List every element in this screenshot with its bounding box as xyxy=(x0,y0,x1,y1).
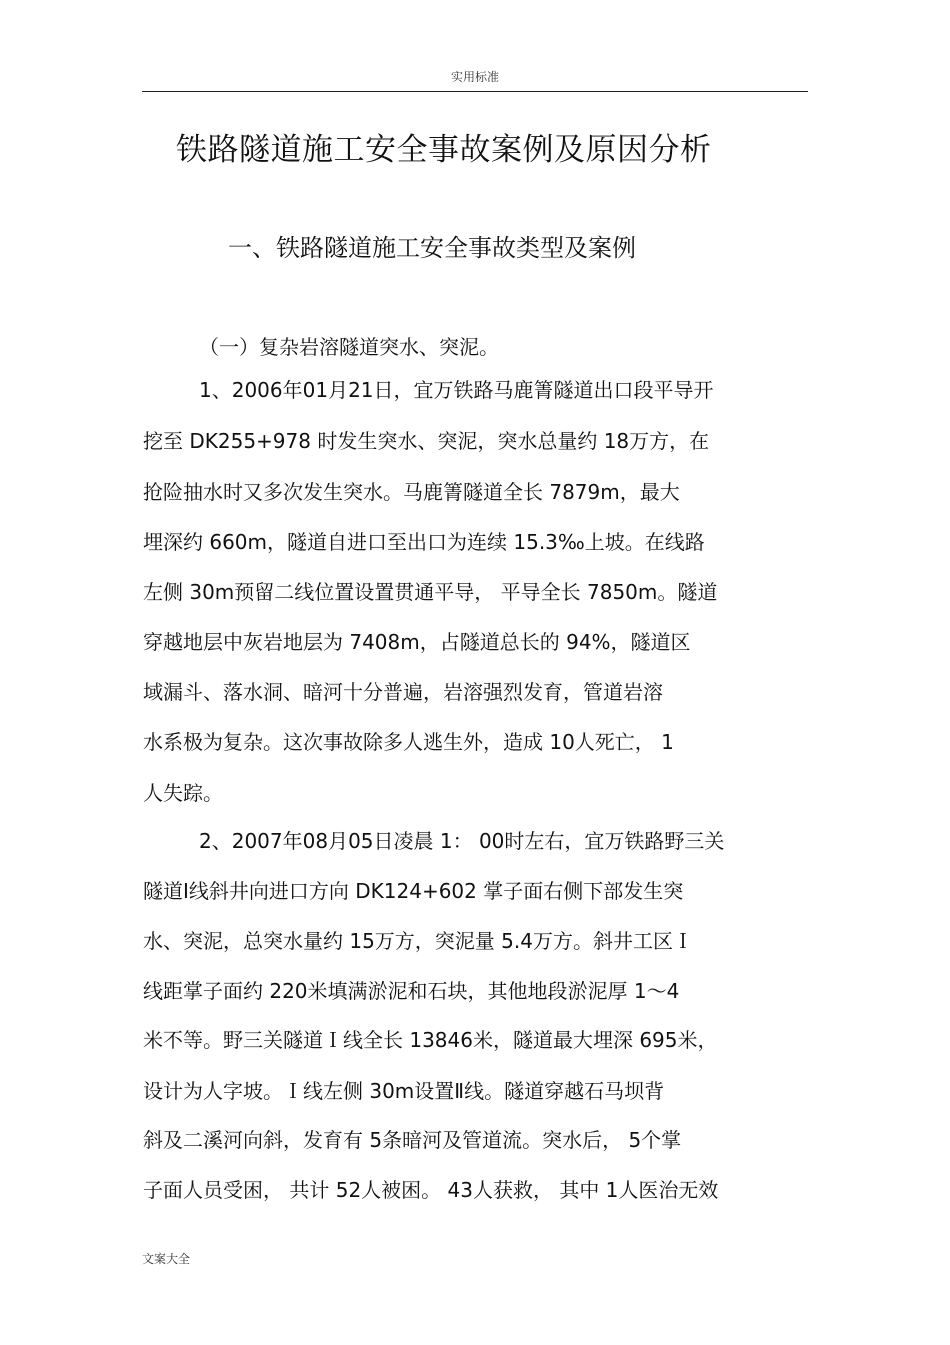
paragraph-line: 水系极为复杂。这次事故除多人逃生外，造成 10人死亡， 1 xyxy=(143,730,674,754)
paragraph-line: 设计为人字坡。Ｉ线左侧 30m设置Ⅱ线。隧道穿越石马坝背 xyxy=(143,1079,665,1103)
paragraph-line: 埋深约 660m，隧道自进口至出口为连续 15.3‰上坡。在线路 xyxy=(143,530,705,554)
paragraph-line: 线距掌子面约 220米填满淤泥和石块，其他地段淤泥厚 1～4 xyxy=(143,979,680,1003)
paragraph-line: 挖至 DK255+978 时发生突水、突泥，突水总量约 18万方，在 xyxy=(143,429,710,453)
header-divider xyxy=(142,91,808,92)
paragraph-line: 穿越地层中灰岩地层为 7408m，占隧道总长的 94%，隧道区 xyxy=(143,630,691,654)
paragraph-line: 抢险抽水时又多次发生突水。马鹿箐隧道全长 7879m，最大 xyxy=(143,480,680,504)
paragraph-line: 1、2006年01月21日，宜万铁路马鹿箐隧道出口段平导开 xyxy=(199,378,714,402)
paragraph-line: 域漏斗、落水洞、暗河十分普遍，岩溶强烈发育，管道岩溶 xyxy=(143,680,663,704)
paragraph-line: 人失踪。 xyxy=(143,781,223,805)
document-title: 铁路隧道施工安全事故案例及原因分析 xyxy=(176,132,712,168)
page-footer-label: 文案大全 xyxy=(142,1252,191,1266)
page-header-label: 实用标准 xyxy=(450,70,499,84)
paragraph-line: 斜及二溪河向斜，发育有 5条暗河及管道流。突水后， 5个掌 xyxy=(143,1128,682,1152)
section-heading: 一、铁路隧道施工安全事故类型及案例 xyxy=(228,234,636,262)
paragraph-line: 2、2007年08月05日凌晨 1： 00时左右，宜万铁路野三关 xyxy=(199,829,725,853)
paragraph-line: 隧道I线斜井向进口方向 DK124+602 掌子面右侧下部发生突 xyxy=(143,879,684,903)
paragraph-line: 左侧 30m预留二线位置设置贯通平导， 平导全长 7850m。隧道 xyxy=(143,580,718,604)
paragraph-line: 子面人员受困， 共计 52人被困。 43人获救， 其中 1人医治无效 xyxy=(143,1178,719,1202)
subsection-heading: （一）复杂岩溶隧道突水、突泥。 xyxy=(199,335,499,359)
paragraph-line: 水、突泥，总突水量约 15万方，突泥量 5.4万方。斜井工区Ｉ xyxy=(143,929,693,953)
paragraph-line: 米不等。野三关隧道Ｉ线全长 13846米，隧道最大埋深 695米， xyxy=(143,1028,718,1052)
